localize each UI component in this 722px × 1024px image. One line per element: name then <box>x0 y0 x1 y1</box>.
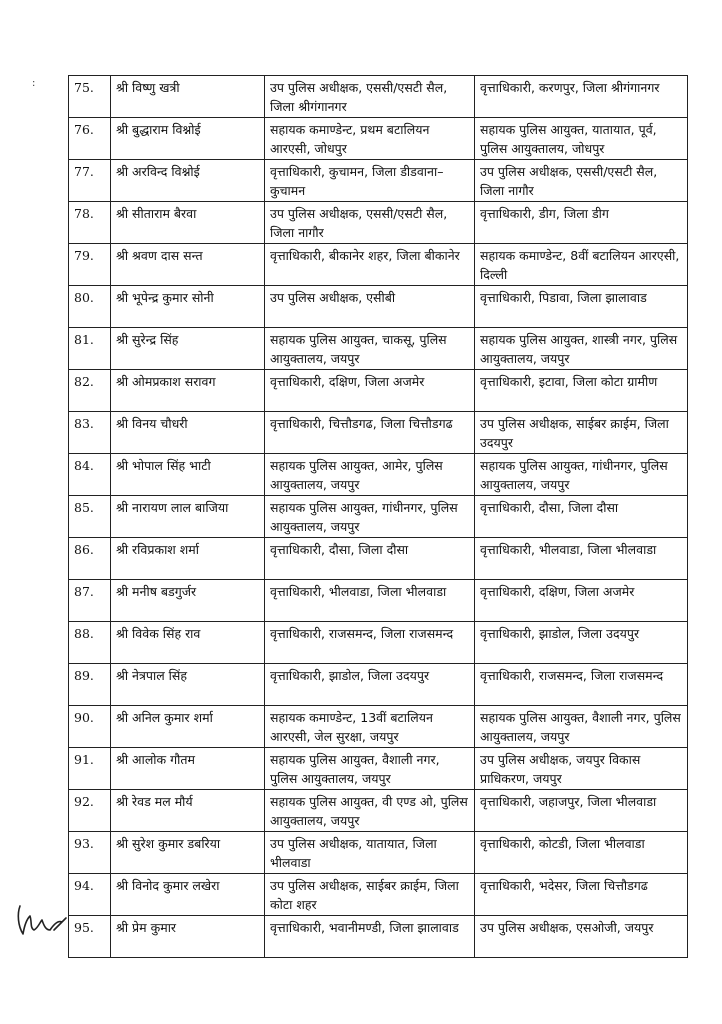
officer-name-cell: श्री रविप्रकाश शर्मा <box>111 538 265 580</box>
table-row <box>69 496 688 538</box>
current-posting-cell: सहायक पुलिस आयुक्त, चाकसू, पुलिस आयुक्तालय, जयपुर <box>265 328 475 370</box>
serial-number-cell: 91. <box>69 748 111 790</box>
officer-name-cell: श्री भोपाल सिंह भाटी <box>111 454 265 496</box>
serial-number-cell: 82. <box>69 370 111 412</box>
serial-number-cell: 86. <box>69 538 111 580</box>
new-posting-cell: सहायक पुलिस आयुक्त, वैशाली नगर, पुलिस आयुक्तालय, जयपुर <box>475 706 688 748</box>
table-row <box>69 328 688 370</box>
new-posting-cell: वृत्ताधिकारी, झाडोल, जिला उदयपुर <box>475 622 688 664</box>
table-row <box>69 622 688 664</box>
officer-name-cell: श्री अरविन्द विश्नोई <box>111 160 265 202</box>
current-posting-cell: उप पुलिस अधीक्षक, एससी/एसटी सैल, जिला श्रीगंगानगर <box>265 76 475 118</box>
officer-name-cell: श्री सुरेन्द्र सिंह <box>111 328 265 370</box>
current-posting-cell: वृत्ताधिकारी, राजसमन्द, जिला राजसमन्द <box>265 622 475 664</box>
serial-number-cell: 92. <box>69 790 111 832</box>
table-row <box>69 76 688 118</box>
officer-name-cell: श्री बुद्धाराम विश्नोई <box>111 118 265 160</box>
transfer-table-body <box>69 76 688 958</box>
current-posting-cell: वृत्ताधिकारी, झाडोल, जिला उदयपुर <box>265 664 475 706</box>
current-posting-cell: उप पुलिस अधीक्षक, एससी/एसटी सैल, जिला नागौर <box>265 202 475 244</box>
serial-number-cell: 93. <box>69 832 111 874</box>
current-posting-cell: वृत्ताधिकारी, भवानीमण्डी, जिला झालावाड <box>265 916 475 958</box>
serial-number-cell: 94. <box>69 874 111 916</box>
new-posting-cell: वृत्ताधिकारी, भीलवाडा, जिला भीलवाडा <box>475 538 688 580</box>
serial-number-cell: 75. <box>69 76 111 118</box>
table-row <box>69 370 688 412</box>
new-posting-cell: उप पुलिस अधीक्षक, एसओजी, जयपुर <box>475 916 688 958</box>
table-row <box>69 664 688 706</box>
table-row <box>69 748 688 790</box>
current-posting-cell: वृत्ताधिकारी, दक्षिण, जिला अजमेर <box>265 370 475 412</box>
officer-name-cell: श्री भूपेन्द्र कुमार सोनी <box>111 286 265 328</box>
current-posting-cell: वृत्ताधिकारी, भीलवाडा, जिला भीलवाडा <box>265 580 475 622</box>
new-posting-cell: वृत्ताधिकारी, भदेसर, जिला चित्तौडगढ <box>475 874 688 916</box>
serial-number-cell: 77. <box>69 160 111 202</box>
serial-number-cell: 87. <box>69 580 111 622</box>
new-posting-cell: उप पुलिस अधीक्षक, जयपुर विकास प्राधिकरण, जयपुर <box>475 748 688 790</box>
new-posting-cell: वृत्ताधिकारी, डीग, जिला डीग <box>475 202 688 244</box>
serial-number-cell: 83. <box>69 412 111 454</box>
new-posting-cell: वृत्ताधिकारी, राजसमन्द, जिला राजसमन्द <box>475 664 688 706</box>
current-posting-cell: वृत्ताधिकारी, कुचामन, जिला डीडवाना–कुचामन <box>265 160 475 202</box>
current-posting-cell: सहायक पुलिस आयुक्त, वी एण्ड ओ, पुलिस आयुक्तालय, जयपुर <box>265 790 475 832</box>
new-posting-cell: वृत्ताधिकारी, दौसा, जिला दौसा <box>475 496 688 538</box>
table-row <box>69 832 688 874</box>
officer-name-cell: श्री मनीष बडगुर्जर <box>111 580 265 622</box>
current-posting-cell: वृत्ताधिकारी, दौसा, जिला दौसा <box>265 538 475 580</box>
officer-name-cell: श्री ओमप्रकाश सरावग <box>111 370 265 412</box>
serial-number-cell: 95. <box>69 916 111 958</box>
officer-name-cell: श्री प्रेम कुमार <box>111 916 265 958</box>
new-posting-cell: वृत्ताधिकारी, इटावा, जिला कोटा ग्रामीण <box>475 370 688 412</box>
new-posting-cell: वृत्ताधिकारी, करणपुर, जिला श्रीगंगानगर <box>475 76 688 118</box>
officer-name-cell: श्री विनय चौधरी <box>111 412 265 454</box>
serial-number-cell: 81. <box>69 328 111 370</box>
new-posting-cell: उप पुलिस अधीक्षक, एससी/एसटी सैल, जिला नागौर <box>475 160 688 202</box>
table-row <box>69 874 688 916</box>
table-row <box>69 580 688 622</box>
serial-number-cell: 80. <box>69 286 111 328</box>
current-posting-cell: सहायक पुलिस आयुक्त, आमेर, पुलिस आयुक्तालय, जयपुर <box>265 454 475 496</box>
table-row <box>69 706 688 748</box>
current-posting-cell: सहायक कमाण्डेन्ट, प्रथम बटालियन आरएसी, जोधपुर <box>265 118 475 160</box>
officer-name-cell: श्री नारायण लाल बाजिया <box>111 496 265 538</box>
serial-number-cell: 79. <box>69 244 111 286</box>
officer-name-cell: श्री श्रवण दास सन्त <box>111 244 265 286</box>
new-posting-cell: उप पुलिस अधीक्षक, साईबर क्राईम, जिला उदयपुर <box>475 412 688 454</box>
officer-name-cell: श्री रेवड मल मौर्य <box>111 790 265 832</box>
officer-name-cell: श्री सुरेश कुमार डबरिया <box>111 832 265 874</box>
table-row <box>69 202 688 244</box>
officer-name-cell: श्री आलोक गौतम <box>111 748 265 790</box>
table-row <box>69 454 688 496</box>
table-row <box>69 244 688 286</box>
table-row <box>69 790 688 832</box>
serial-number-cell: 76. <box>69 118 111 160</box>
new-posting-cell: सहायक पुलिस आयुक्त, यातायात, पूर्व, पुलिस आयुक्तालय, जोधपुर <box>475 118 688 160</box>
officer-name-cell: श्री विवेक सिंह राव <box>111 622 265 664</box>
new-posting-cell: वृत्ताधिकारी, पिडावा, जिला झालावाड <box>475 286 688 328</box>
new-posting-cell: वृत्ताधिकारी, कोटडी, जिला भीलवाडा <box>475 832 688 874</box>
table-row <box>69 286 688 328</box>
current-posting-cell: सहायक पुलिस आयुक्त, वैशाली नगर, पुलिस आयुक्तालय, जयपुर <box>265 748 475 790</box>
officer-name-cell: श्री विनोद कुमार लखेरा <box>111 874 265 916</box>
table-row <box>69 538 688 580</box>
new-posting-cell: सहायक पुलिस आयुक्त, गांधीनगर, पुलिस आयुक्तालय, जयपुर <box>475 454 688 496</box>
current-posting-cell: उप पुलिस अधीक्षक, एसीबी <box>265 286 475 328</box>
current-posting-cell: उप पुलिस अधीक्षक, यातायात, जिला भीलवाडा <box>265 832 475 874</box>
new-posting-cell: वृत्ताधिकारी, जहाजपुर, जिला भीलवाडा <box>475 790 688 832</box>
officer-name-cell: श्री सीताराम बैरवा <box>111 202 265 244</box>
current-posting-cell: सहायक पुलिस आयुक्त, गांधीनगर, पुलिस आयुक्तालय, जयपुर <box>265 496 475 538</box>
new-posting-cell: सहायक पुलिस आयुक्त, शास्त्री नगर, पुलिस आयुक्तालय, जयपुर <box>475 328 688 370</box>
current-posting-cell: सहायक कमाण्डेन्ट, 13वीं बटालियन आरएसी, जेल सुरक्षा, जयपुर <box>265 706 475 748</box>
transfer-table <box>68 75 688 958</box>
current-posting-cell: उप पुलिस अधीक्षक, साईबर क्राईम, जिला कोटा शहर <box>265 874 475 916</box>
serial-number-cell: 89. <box>69 664 111 706</box>
officer-name-cell: श्री विष्णु खत्री <box>111 76 265 118</box>
new-posting-cell: सहायक कमाण्डेन्ट, 8वीं बटालियन आरएसी, दिल्ली <box>475 244 688 286</box>
current-posting-cell: वृत्ताधिकारी, बीकानेर शहर, जिला बीकानेर <box>265 244 475 286</box>
signature-initials <box>14 900 70 940</box>
serial-number-cell: 88. <box>69 622 111 664</box>
table-row <box>69 160 688 202</box>
serial-number-cell: 85. <box>69 496 111 538</box>
new-posting-cell: वृत्ताधिकारी, दक्षिण, जिला अजमेर <box>475 580 688 622</box>
table-row <box>69 916 688 958</box>
officer-name-cell: श्री नेत्रपाल सिंह <box>111 664 265 706</box>
corner-mark: : <box>32 78 36 89</box>
table-row <box>69 118 688 160</box>
current-posting-cell: वृत्ताधिकारी, चित्तौडगढ, जिला चित्तौडगढ <box>265 412 475 454</box>
serial-number-cell: 84. <box>69 454 111 496</box>
table-row <box>69 412 688 454</box>
serial-number-cell: 90. <box>69 706 111 748</box>
officer-name-cell: श्री अनिल कुमार शर्मा <box>111 706 265 748</box>
serial-number-cell: 78. <box>69 202 111 244</box>
